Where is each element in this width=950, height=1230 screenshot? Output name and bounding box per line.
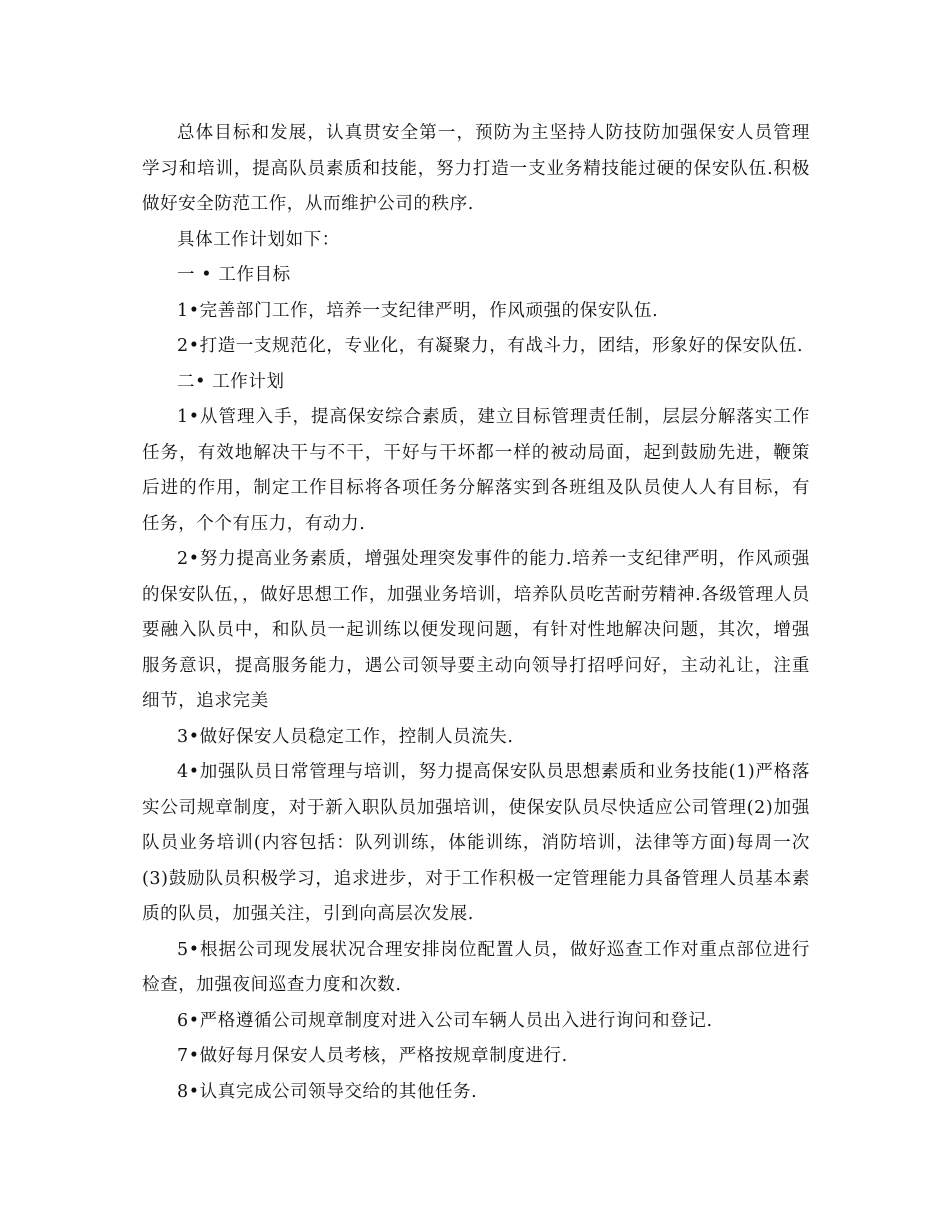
plan-item-7: 7•做好每月保安人员考核，严格按规章制度进行. (177, 1046, 568, 1066)
plan-item-3: 3•做好保安人员稳定工作，控制人员流失. (177, 726, 514, 747)
plan-item-4: 4•加强队员日常管理与培训，努力提高保安队员思想素质和业务技能(1)严格落实公司规章制度，对于新入职队员加强培训，使保安队员尽快适应公司管理(2)加强队员业务培训(内容包括：队列训练，体能训练，消防培训，法律等方面)每周一次(3)鼓励队员积极学习，追求进步，对于工作积极一定管理能力具备管理人员基本素质的队员，加强关注，引到向高层次发展. (142, 762, 810, 924)
plan-item-2: 2•努力提高业务素质，增强处理突发事件的能力.培养一支纪律严明，作风顽强的保安队伍，，做好思想工作，加强业务培训，培养队员吃苦耐劳精神.各级管理人员要融入队员中，和队员一起训练以便发现问题，有针对性地解决问题，其次，增强服务意识，提高服务能力，遇公司领导要主动向领导打招呼问好，主动礼让，注重细节，追求完美 (142, 549, 810, 711)
section-heading-plan: 二• 工作计划 (177, 371, 285, 392)
section-heading-goals: 一 • 工作目标 (177, 265, 291, 285)
plan-intro-paragraph: 具体工作计划如下： (177, 229, 340, 250)
intro-paragraph: 总体目标和发展，认真贯安全第一，预防为主坚持人防技防加强保安人员管理学习和培训，提高队员素质和技能，努力打造一支业务精技能过硬的保安队伍.积极做好安全防范工作，从而维护公司的秩序. (142, 123, 810, 214)
document-body (142, 116, 810, 1110)
plan-item-5: 5•根据公司现发展状况合理安排岗位配置人员，做好巡查工作对重点部位进行检查，加强夜间巡查力度和次数. (142, 939, 810, 995)
goal-item-1: 1•完善部门工作，培养一支纪律严明，作风顽强的保安队伍. (177, 300, 659, 321)
plan-item-1: 1•从管理入手，提高保安综合素质，建立目标管理责任制，层层分解落实工作任务，有效地解决干与不干，干好与干坏都一样的被动局面，起到鼓励先进，鞭策后进的作用，制定工作目标将各项任务分解落实到各班组及队员使人人有目标，有任务，个个有压力，有动力. (142, 407, 810, 534)
plan-item-6: 6•严格遵循公司规章制度对进入公司车辆人员出入进行询问和登记. (177, 1010, 713, 1031)
plan-item-8: 8•认真完成公司领导交给的其他任务. (177, 1081, 478, 1102)
goal-item-2: 2•打造一支规范化，专业化，有凝聚力，有战斗力，团结，形象好的保安队伍. (177, 336, 804, 356)
